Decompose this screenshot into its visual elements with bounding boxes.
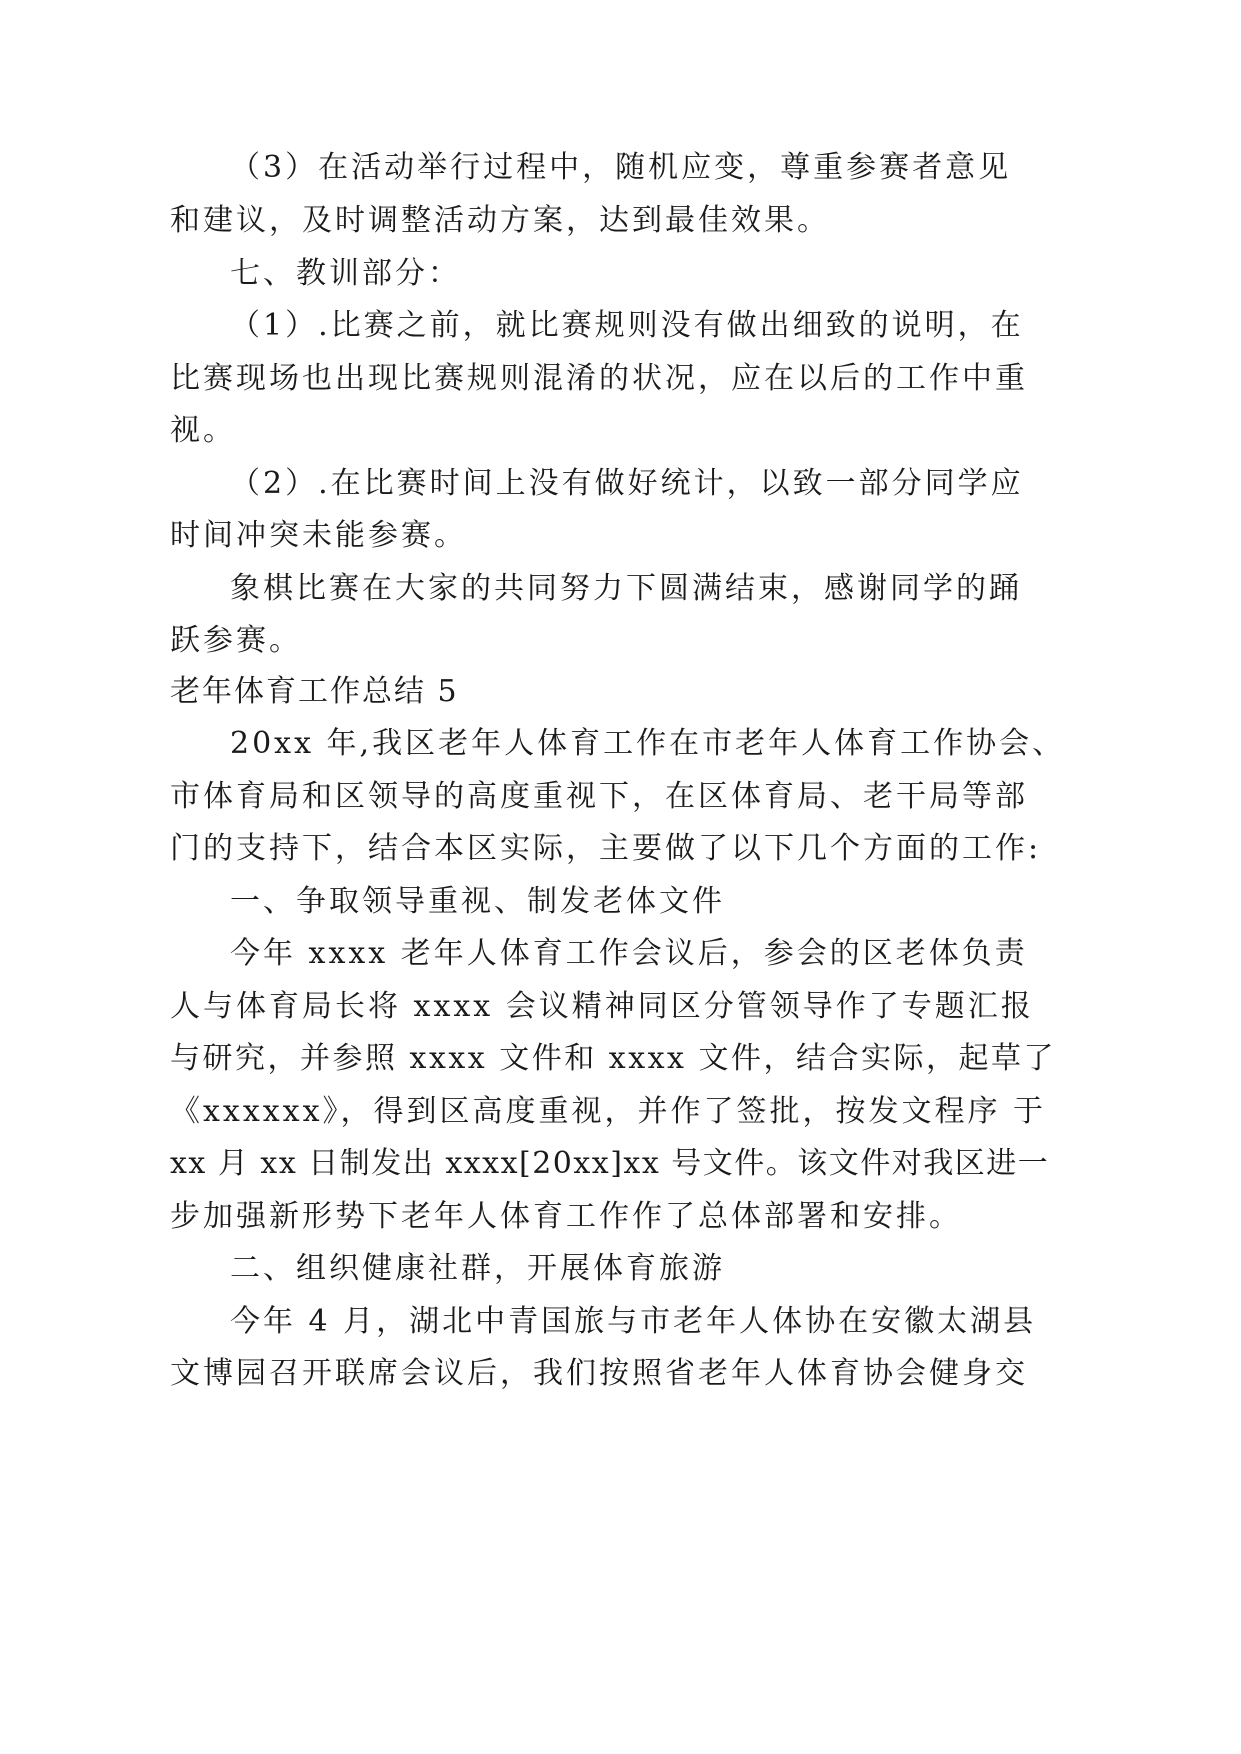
section-heading: 七、教训部分： bbox=[230, 256, 461, 291]
section-heading: 二、组织健康社群，开展体育旅游 bbox=[230, 1251, 725, 1286]
paragraph-line: 象棋比赛在大家的共同努力下圆满结束，感谢同学的踊 bbox=[230, 571, 1022, 606]
paragraph-line: （1）.比赛之前，就比赛规则没有做出细致的说明，在 bbox=[230, 308, 1024, 343]
paragraph-line: 《xxxxxx》，得到区高度重视，并作了签批，按发文程序 于 bbox=[170, 1094, 1047, 1129]
paragraph-line: 与研究，并参照 xxxx 文件和 xxxx 文件，结合实际，起草了 bbox=[170, 1041, 1056, 1076]
section-heading: 一、争取领导重视、制发老体文件 bbox=[230, 884, 725, 919]
paragraph-line: xx 月 xx 日制发出 xxxx[20xx]xx 号文件。该文件对我区进一 bbox=[170, 1146, 1050, 1181]
paragraph-line: 视。 bbox=[170, 413, 236, 448]
paragraph-line: 今年 xxxx 老年人体育工作会议后，参会的区老体负责 bbox=[230, 936, 1028, 971]
paragraph-line: 今年 4 月，湖北中青国旅与市老年人体协在安徽太湖县 bbox=[230, 1304, 1037, 1339]
paragraph-line: （3）在活动举行过程中，随机应变，尊重参赛者意见 bbox=[230, 150, 1012, 185]
paragraph-line: 20xx 年,我区老年人体育工作在市老年人体育工作协会、 bbox=[230, 726, 1066, 761]
paragraph-line: 步加强新形势下老年人体育工作作了总体部署和安排。 bbox=[170, 1199, 962, 1234]
article-title: 老年体育工作总结 5 bbox=[170, 674, 459, 709]
paragraph-line: 比赛现场也出现比赛规则混淆的状况，应在以后的工作中重 bbox=[170, 361, 1028, 396]
paragraph-line: 门的支持下，结合本区实际，主要做了以下几个方面的工作: bbox=[170, 831, 1042, 866]
paragraph-line: 和建议，及时调整活动方案，达到最佳效果。 bbox=[170, 203, 830, 238]
paragraph-line: 人与体育局长将 xxxx 会议精神同区分管领导作了专题汇报 bbox=[170, 989, 1034, 1024]
paragraph-line: 文博园召开联席会议后，我们按照省老年人体育协会健身交 bbox=[170, 1356, 1028, 1391]
paragraph-line: 市体育局和区领导的高度重视下，在区体育局、老干局等部 bbox=[170, 779, 1028, 814]
paragraph-line: 跃参赛。 bbox=[170, 623, 302, 658]
paragraph-line: 时间冲突未能参赛。 bbox=[170, 518, 467, 553]
paragraph-line: （2）.在比赛时间上没有做好统计，以致一部分同学应 bbox=[230, 466, 1024, 501]
